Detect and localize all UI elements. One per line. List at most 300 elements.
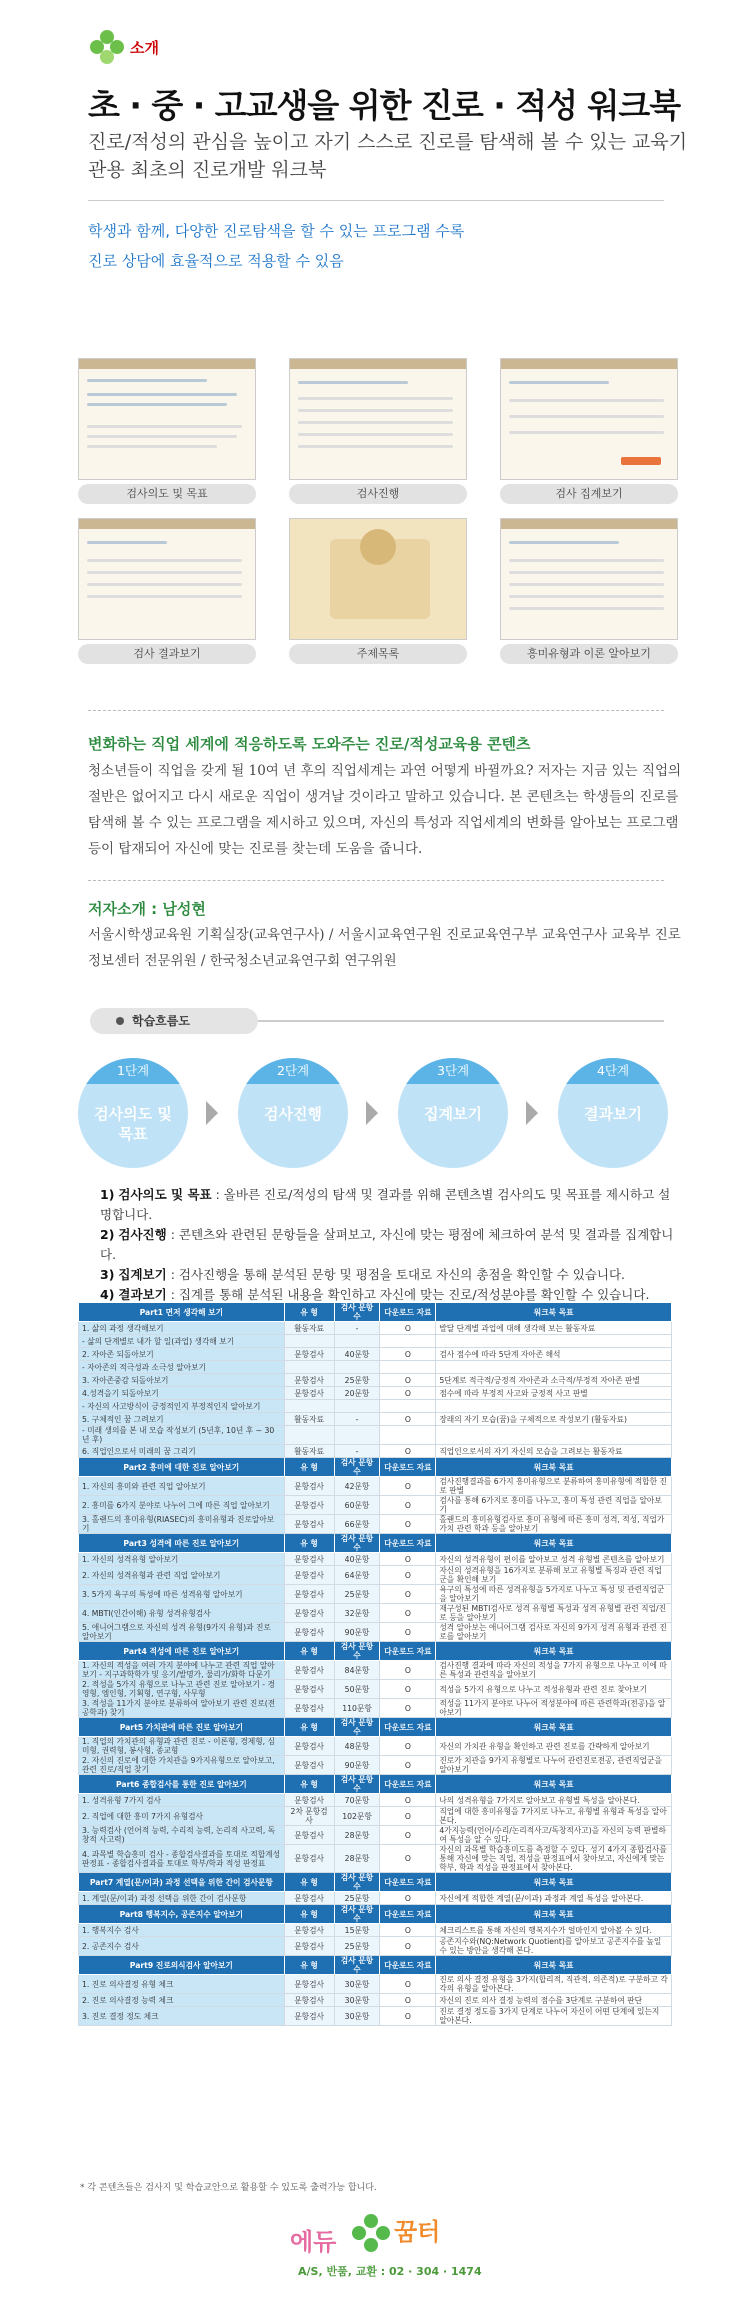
cell-dl: O xyxy=(380,1413,436,1426)
column-header: 검사 문항수 xyxy=(334,1718,380,1737)
column-header: 유 형 xyxy=(284,1775,334,1794)
cell-type: 문항검사 xyxy=(284,1680,334,1699)
cell-type: 문항검사 xyxy=(284,1553,334,1566)
cell-topic: - 삶의 단계별로 내가 할 일(과업) 생각해 보기 xyxy=(79,1335,285,1348)
cell-topic: 2. 흥미를 6가지 분야로 나누어 그에 따른 직업 알아보기 xyxy=(79,1496,285,1515)
cell-goal: 직업에 대한 흥미유형을 7가지로 나누고, 유형별 유형과 특성을 알아본다. xyxy=(436,1807,672,1826)
column-header: 검사 문항수 xyxy=(334,1458,380,1477)
part-header-row xyxy=(79,1642,672,1661)
cell-count: 32문항 xyxy=(334,1604,380,1623)
cell-type: 문항검사 xyxy=(284,2007,334,2026)
cell-count: 20문항 xyxy=(334,1387,380,1400)
cell-count: 40문항 xyxy=(334,1348,380,1361)
cell-dl xyxy=(380,1361,436,1374)
content-paragraph: 청소년들이 직업을 갖게 될 10여 년 후의 직업세계는 과연 어떻게 바뀔까요? 저자는 지금 있는 직업의 절반은 없어지고 다시 새로운 직업이 생겨날 것이라고 말하고 있습니다. 본 콘텐츠는 학생들의 진로를 탐색해 볼 수 있는 프로그램을 제시하고 있으며, 자신의 특성과 직업세계의 변화를 알아보는 프로그램 등이 탑재되어 자신에 맞는 진로를 찾는데 도움을 줍니다. xyxy=(88,763,682,857)
cell-dl xyxy=(380,1335,436,1348)
cell-count: 15문항 xyxy=(334,1924,380,1937)
screenshot-image xyxy=(289,518,467,640)
cell-count: 60문항 xyxy=(334,1496,380,1515)
cell-count: 48문항 xyxy=(334,1737,380,1756)
cell-dl: O xyxy=(380,1477,436,1496)
screenshot-card xyxy=(289,518,467,664)
table-row xyxy=(79,1374,672,1387)
cell-type: 문항검사 xyxy=(284,1937,334,1956)
clover-icon xyxy=(352,2214,390,2252)
cell-type: 문항검사 xyxy=(284,1994,334,2007)
column-header: 다운로드 자료 xyxy=(380,1534,436,1553)
cell-dl: O xyxy=(380,1322,436,1335)
flow-step xyxy=(558,1058,668,1168)
column-header: 다운로드 자료 xyxy=(380,1775,436,1794)
cell-type: 문항검사 xyxy=(284,1387,334,1400)
cell-type: 문항검사 xyxy=(284,1374,334,1387)
flow-step-name: 검사의도 및 목표 xyxy=(94,1105,172,1143)
cell-type xyxy=(284,1400,334,1413)
column-header: 유 형 xyxy=(284,1905,334,1924)
cell-topic: - 미래 생의를 본 내 모습 작성보기 (5년후, 10년 후 ~ 30년 후) xyxy=(79,1426,285,1445)
cell-type: 활동자료 xyxy=(284,1322,334,1335)
divider xyxy=(258,1020,664,1022)
part-title: Part6 종합검사를 통한 진로 알아보기 xyxy=(79,1775,285,1794)
cell-goal: 검사 점수에 따라 5단계 자아존 해석 xyxy=(436,1348,672,1361)
cell-goal: 재구성된 MBTI검사로 성격 유형별 특성과 성격 유형별 관련 직업/진로 등을 알아보기 xyxy=(436,1604,672,1623)
cell-topic: 1. 행복지수 검사 xyxy=(79,1924,285,1937)
cell-topic: 1. 직업의 가치관의 유형과 관련 진로 - 이론형, 경제형, 심미형, 권력형, 봉사형, 종교형 xyxy=(79,1737,285,1756)
part-header-row xyxy=(79,1905,672,1924)
author-bio: 서울시학생교육원 기획실장(교육연구사) / 서울시교육연구원 진로교육연구부 교육연구사 교육부 진로정보센터 전문위원 / 한국청소년교육연구회 연구위원 xyxy=(88,927,681,969)
content-heading: 변화하는 직업 세계에 적응하도록 도와주는 진로/적성교육용 콘텐츠 xyxy=(88,735,531,753)
cell-goal xyxy=(436,1400,672,1413)
cell-dl: O xyxy=(380,1699,436,1718)
column-header: 워크북 목표 xyxy=(436,1642,672,1661)
cell-goal: 적성을 11가지 분야로 나누어 적성분야에 따른 관련학과(전공)을 알아보기 xyxy=(436,1699,672,1718)
cell-topic: 4. 과목별 학습흥미 검사 - 종합검사결과를 토대로 적합계성 판정표 - 종합검사결과를 토대로 학부/학과 적성 판정표 xyxy=(79,1845,285,1873)
cell-goal: 자신에게 적합한 계열(문/이과) 과정과 계열 특성을 알아본다. xyxy=(436,1892,672,1905)
table-row xyxy=(79,1892,672,1905)
flow-step-stage: 2단계 xyxy=(238,1058,348,1084)
table-row xyxy=(79,1975,672,1994)
flow-step-name: 집계보기 xyxy=(424,1105,482,1123)
table-row xyxy=(79,1426,672,1445)
cell-count: 50문항 xyxy=(334,1680,380,1699)
screenshot-row-1 xyxy=(78,358,678,504)
screenshot-image xyxy=(78,518,256,640)
table-row xyxy=(79,1445,672,1458)
column-header: 검사 문항수 xyxy=(334,1956,380,1975)
cell-dl: O xyxy=(380,1445,436,1458)
part-header-row xyxy=(79,1775,672,1794)
cell-type: 문항검사 xyxy=(284,1737,334,1756)
page-subtitle: 진로/적성의 관심을 높이고 자기 스스로 진로를 탐색해 볼 수 있는 교육기관용 최초의 진로개발 워크북 xyxy=(88,131,688,181)
flow-steps xyxy=(78,1058,678,1170)
column-header: 워크북 목표 xyxy=(436,1458,672,1477)
column-header: 검사 문항수 xyxy=(334,1642,380,1661)
flow-label: 학습흐름도 xyxy=(90,1008,258,1034)
part-header-row xyxy=(79,1303,672,1322)
cell-topic: 1. 자신의 성격유형 알아보기 xyxy=(79,1553,285,1566)
column-header: 검사 문항수 xyxy=(334,1303,380,1322)
divider xyxy=(88,200,664,201)
arrow-right-icon xyxy=(366,1101,378,1125)
cell-count: 28문항 xyxy=(334,1826,380,1845)
cell-count: 40문항 xyxy=(334,1553,380,1566)
cell-topic: 3. 5가지 욕구의 특성에 따른 성격유형 알아보기 xyxy=(79,1585,285,1604)
cell-dl: O xyxy=(380,1794,436,1807)
cell-type xyxy=(284,1361,334,1374)
brand-logo xyxy=(290,2208,460,2258)
part-title: Part5 가치관에 따른 진로 알아보기 xyxy=(79,1718,285,1737)
screenshot-image xyxy=(78,358,256,480)
cell-topic: 2. 직업에 대한 흥미 7가지 유형검사 xyxy=(79,1807,285,1826)
cell-count: - xyxy=(334,1445,380,1458)
table-row xyxy=(79,1807,672,1826)
cell-goal: 검사진행 결과에 따라 자신의 적성을 7가지 유형으로 나누고 이에 따른 특성과 관련직을 알아보기 xyxy=(436,1661,672,1680)
flow-step-stage: 1단계 xyxy=(78,1058,188,1084)
cell-type: 2차 문항검사 xyxy=(284,1807,334,1826)
cell-count: 42문항 xyxy=(334,1477,380,1496)
cell-goal: 욕구의 특성에 따른 성격유형을 5가지로 나누고 특성 및 관련직업군을 알아보기 xyxy=(436,1585,672,1604)
cell-type xyxy=(284,1335,334,1348)
column-header: 다운로드 자료 xyxy=(380,1718,436,1737)
cell-type: 문항검사 xyxy=(284,1975,334,1994)
cell-dl: O xyxy=(380,1661,436,1680)
flow-description: 2) 검사진행 : 콘텐츠와 관련된 문항들을 살펴보고, 자신에 맞는 평점에 체크하여 분석 및 결과를 집계합니다. xyxy=(100,1227,674,1262)
screenshot-image xyxy=(500,518,678,640)
table-row xyxy=(79,1413,672,1426)
cell-dl: O xyxy=(380,1387,436,1400)
feature-1: 학생과 함께, 다양한 진로탐색을 할 수 있는 프로그램 수록 xyxy=(88,222,465,240)
table-row xyxy=(79,1845,672,1873)
cell-topic: 2. 자신의 진로에 대한 가치관을 9가지유형으로 알아보고, 관련 진로/직업 찾기 xyxy=(79,1756,285,1775)
screenshot-caption: 흥미유형과 이론 알아보기 xyxy=(500,644,678,664)
divider xyxy=(88,880,664,881)
column-header: 유 형 xyxy=(284,1718,334,1737)
cell-goal: 검사를 통해 6가지로 흥미를 나누고, 흥미 특성 관련 직업을 알아보기 xyxy=(436,1496,672,1515)
cell-count: 102문항 xyxy=(334,1807,380,1826)
cell-goal: 진로 의사 결정 유형을 3가지(합리적, 직관적, 의존적)로 구분하고 각각의 유형을 알아본다. xyxy=(436,1975,672,1994)
part-title: Part8 행복지수, 공존지수 알아보기 xyxy=(79,1905,285,1924)
cell-count: 25문항 xyxy=(334,1374,380,1387)
screenshot-card xyxy=(78,358,256,504)
part-header-row xyxy=(79,1458,672,1477)
author-heading: 저자소개 : 남성현 xyxy=(88,900,206,918)
cell-topic: 1. 진로 의사결정 유형 체크 xyxy=(79,1975,285,1994)
cell-count: - xyxy=(334,1322,380,1335)
table-row xyxy=(79,1680,672,1699)
cell-dl: O xyxy=(380,1892,436,1905)
cell-dl: O xyxy=(380,1623,436,1642)
flow-step-stage: 4단계 xyxy=(558,1058,668,1084)
cell-count: 64문항 xyxy=(334,1566,380,1585)
flow-step xyxy=(398,1058,508,1168)
cell-dl: O xyxy=(380,1937,436,1956)
cell-dl: O xyxy=(380,1994,436,2007)
cell-count xyxy=(334,1426,380,1445)
cell-goal: 적성을 5가지 유형으로 나누고 적성유형과 관련 진로 찾아보기 xyxy=(436,1680,672,1699)
table-row xyxy=(79,1826,672,1845)
cell-count: 30문항 xyxy=(334,2007,380,2026)
cell-count: 90문항 xyxy=(334,1623,380,1642)
column-header: 유 형 xyxy=(284,1458,334,1477)
divider xyxy=(88,710,664,711)
cell-goal xyxy=(436,1335,672,1348)
flow-descriptions xyxy=(100,1185,680,1305)
table-row xyxy=(79,1496,672,1515)
cell-dl: O xyxy=(380,2007,436,2026)
cell-type: 문항검사 xyxy=(284,1794,334,1807)
cell-dl: O xyxy=(380,1553,436,1566)
column-header: 검사 문항수 xyxy=(334,1775,380,1794)
logo-text-right: 꿈터 xyxy=(394,2218,441,2246)
cell-dl: O xyxy=(380,1566,436,1585)
part-header-row xyxy=(79,1534,672,1553)
flow-step-stage: 3단계 xyxy=(398,1058,508,1084)
cell-dl: O xyxy=(380,1515,436,1534)
cell-type: 문항검사 xyxy=(284,1924,334,1937)
screenshot-card xyxy=(289,358,467,504)
part-header-row xyxy=(79,1718,672,1737)
column-header: 다운로드 자료 xyxy=(380,1303,436,1322)
screenshot-caption: 검사진행 xyxy=(289,484,467,504)
screenshot-card xyxy=(500,518,678,664)
cell-dl: O xyxy=(380,1737,436,1756)
cell-dl xyxy=(380,1426,436,1445)
table-row xyxy=(79,1477,672,1496)
cell-type: 문항검사 xyxy=(284,1845,334,1873)
cell-topic: 2. 자신의 성격유형과 관련 직업 알아보기 xyxy=(79,1566,285,1585)
cell-goal: 진로 결정 정도를 3가지 단계로 나누어 자신이 어떤 단계에 있는지 알아본다. xyxy=(436,2007,672,2026)
cell-type: 활동자료 xyxy=(284,1445,334,1458)
feature-2: 진로 상담에 효율적으로 적용할 수 있음 xyxy=(88,252,344,270)
cell-count: 110문항 xyxy=(334,1699,380,1718)
cell-goal: 자신의 성격유형이 편이를 알아보고 성격 유형별 콘텐츠를 알아보기 xyxy=(436,1553,672,1566)
cell-count xyxy=(334,1335,380,1348)
cell-type: 문항검사 xyxy=(284,1515,334,1534)
table-row xyxy=(79,1604,672,1623)
section-label xyxy=(90,30,159,64)
cell-goal: 자신의 성격유형을 16가지로 분류해 보고 유형별 특징과 관련 직업군을 확인해 보기 xyxy=(436,1566,672,1585)
cell-type: 문항검사 xyxy=(284,1756,334,1775)
cell-count: 66문항 xyxy=(334,1515,380,1534)
cell-goal: 체크리스트를 통해 자신의 행복지수가 얼마인지 알아볼 수 있다. xyxy=(436,1924,672,1937)
cell-count: 84문항 xyxy=(334,1661,380,1680)
cell-topic: 1. 삶의 과정 생각해보기 xyxy=(79,1322,285,1335)
logo-text-left: 에듀 xyxy=(290,2228,337,2256)
cell-topic: 2. 공존지수 검사 xyxy=(79,1937,285,1956)
column-header: 유 형 xyxy=(284,1642,334,1661)
column-header: 워크북 목표 xyxy=(436,1775,672,1794)
screenshot-card xyxy=(78,518,256,664)
table-row xyxy=(79,1737,672,1756)
flow-step-name: 검사진행 xyxy=(264,1105,322,1123)
table-row xyxy=(79,1361,672,1374)
screenshot-caption: 주제목록 xyxy=(289,644,467,664)
cell-type: 문항검사 xyxy=(284,1496,334,1515)
cell-type: 문항검사 xyxy=(284,1585,334,1604)
cell-count xyxy=(334,1361,380,1374)
cell-dl: O xyxy=(380,1604,436,1623)
table-row xyxy=(79,2007,672,2026)
cell-count: 70문항 xyxy=(334,1794,380,1807)
part-title: Part7 계열(문/이과) 과정 선택을 위한 간이 검사문항 xyxy=(79,1873,285,1892)
column-header: 검사 문항수 xyxy=(334,1873,380,1892)
cell-type: 문항검사 xyxy=(284,1699,334,1718)
part-title: Part3 성격에 따른 진로 알아보기 xyxy=(79,1534,285,1553)
cell-topic: - 자신의 사고방식이 긍정적인지 부정적인지 알아보기 xyxy=(79,1400,285,1413)
column-header: 유 형 xyxy=(284,1956,334,1975)
table-row xyxy=(79,1794,672,1807)
cell-type: 문항검사 xyxy=(284,1892,334,1905)
table-row xyxy=(79,1937,672,1956)
column-header: 워크북 목표 xyxy=(436,1303,672,1322)
column-header: 워크북 목표 xyxy=(436,1905,672,1924)
flow-description: 4) 결과보기 : 집계를 통해 분석된 내용을 확인하고 자신에 맞는 진로/적성분야를 확인할 수 있습니다. xyxy=(100,1287,650,1302)
column-header: 워크북 목표 xyxy=(436,1534,672,1553)
cell-goal: 진로가 치관을 9가지 유형별로 나누어 관련진로전공, 관련직업군을 알아보기 xyxy=(436,1756,672,1775)
cell-topic: 3. 홀랜드의 흥미유형(RIASEC)의 흥미유형과 진로알아보기 xyxy=(79,1515,285,1534)
cell-goal xyxy=(436,1426,672,1445)
cell-topic: 3. 능력검사 (언어적 능력, 수리적 능력, 논리적 사고력, 독창적 사고력) xyxy=(79,1826,285,1845)
flow-step xyxy=(238,1058,348,1168)
cell-count: 25문항 xyxy=(334,1892,380,1905)
cell-topic: 4. MBTI(인간이해) 유형 성격유형검사 xyxy=(79,1604,285,1623)
table-row xyxy=(79,1756,672,1775)
as-contact: A/S, 반품, 교환 : 02 · 304 · 1474 xyxy=(298,2265,482,2278)
cell-dl: O xyxy=(380,1585,436,1604)
cell-dl: O xyxy=(380,1756,436,1775)
cell-dl: O xyxy=(380,1845,436,1873)
cell-count: 25문항 xyxy=(334,1585,380,1604)
column-header: 워크북 목표 xyxy=(436,1956,672,1975)
flow-description: 1) 검사의도 및 목표 : 올바른 진로/적성의 탐색 및 결과를 위해 콘텐츠별 검사의도 및 목표를 제시하고 설명합니다. xyxy=(100,1187,671,1222)
cell-type: 활동자료 xyxy=(284,1413,334,1426)
cell-count: 30문항 xyxy=(334,1975,380,1994)
column-header: 유 형 xyxy=(284,1534,334,1553)
flow-step xyxy=(78,1058,188,1168)
cell-dl: O xyxy=(380,1924,436,1937)
part-title: Part1 면저 생각해 보기 xyxy=(79,1303,285,1322)
cell-goal: 4가지능력(언어/수리/논리적사고/독창적사고)을 자신의 능력 판별하여 특성을 알 수 있다. xyxy=(436,1826,672,1845)
part-header-row xyxy=(79,1873,672,1892)
cell-dl: O xyxy=(380,1826,436,1845)
part-title: Part4 적성에 따른 진로 알아보기 xyxy=(79,1642,285,1661)
cell-goal: 장래의 자기 모습(꿈)을 구체적으로 작성보기 (활동자료) xyxy=(436,1413,672,1426)
cell-goal: 발달 단계별 과업에 대해 생각해 보는 활동자료 xyxy=(436,1322,672,1335)
cell-type xyxy=(284,1426,334,1445)
cell-goal: 자신의 진로 의사 결정 능력의 점수를 3단계로 구분하여 판단 xyxy=(436,1994,672,2007)
table-row xyxy=(79,1387,672,1400)
cell-dl: O xyxy=(380,1374,436,1387)
column-header: 검사 문항수 xyxy=(334,1534,380,1553)
column-header: 다운로드 자료 xyxy=(380,1642,436,1661)
cell-type: 문항검사 xyxy=(284,1623,334,1642)
cell-topic: 3. 진로 결정 정도 체크 xyxy=(79,2007,285,2026)
cell-goal: 홀랜드의 흥미유형검사로 흥미 유형에 따른 흥미 성격, 적성, 직업가 가치 관련 학과 등을 알아보기 xyxy=(436,1515,672,1534)
cell-type: 문항검사 xyxy=(284,1566,334,1585)
cell-topic: 5. 애니어그램으로 자신의 성격 유형(9가지 유형)과 진로 알아보기 xyxy=(79,1623,285,1642)
cell-topic: 4.성격을기 되돌아보기 xyxy=(79,1387,285,1400)
cell-topic: 1. 성격유형 7가지 검사 xyxy=(79,1794,285,1807)
cell-count: 90문항 xyxy=(334,1756,380,1775)
cell-topic: 5. 구체적인 꿈 그려보기 xyxy=(79,1413,285,1426)
clover-icon xyxy=(90,30,124,64)
arrow-right-icon xyxy=(526,1101,538,1125)
screenshot-caption: 검사 집계보기 xyxy=(500,484,678,504)
cell-topic: 2. 적성을 5가지 유형으로 나누고 관련 진로 알아보기 - 경영형, 엠인형, 기획형, 연구형, 사무형 xyxy=(79,1680,285,1699)
cell-type: 문항검사 xyxy=(284,1348,334,1361)
cell-goal: 직업인으로서의 자기 자신의 모습을 그려보는 활동자료 xyxy=(436,1445,672,1458)
table-row xyxy=(79,1585,672,1604)
screenshot-row-2 xyxy=(78,518,678,664)
cell-type: 문항검사 xyxy=(284,1826,334,1845)
table-row xyxy=(79,1566,672,1585)
cell-topic: 1. 자신의 적성을 여러 가지 분야에 나누고 관련 직업 알아보기 - 지구과학학가 및 응기/발명가, 물리가/화학 다문기 xyxy=(79,1661,285,1680)
cell-count: 30문항 xyxy=(334,1994,380,2007)
footnote: * 각 콘텐츠들은 검사지 및 학습교안으로 활용할 수 있도록 출력가능 합니다. xyxy=(80,2183,377,2193)
cell-count: 25문항 xyxy=(334,1937,380,1956)
cell-goal: 성격 알아보는 애니어그램 검사로 자신의 9가지 성격 유형과 관련 진로를 알아보기 xyxy=(436,1623,672,1642)
column-header: 검사 문항수 xyxy=(334,1905,380,1924)
cell-topic: 2. 자아존 되돌아보기 xyxy=(79,1348,285,1361)
table-row xyxy=(79,1553,672,1566)
cell-goal: 공존지수와(NQ:Network Quotient)를 알아보고 공존지수를 높일 수 있는 방안을 생각해 본다. xyxy=(436,1937,672,1956)
cell-count: 28문항 xyxy=(334,1845,380,1873)
cell-dl xyxy=(380,1400,436,1413)
column-header: 다운로드 자료 xyxy=(380,1458,436,1477)
cell-topic: 1. 계열(문/이과) 과정 선택을 위한 간이 검사문항 xyxy=(79,1892,285,1905)
column-header: 다운로드 자료 xyxy=(380,1905,436,1924)
part-header-row xyxy=(79,1956,672,1975)
column-header: 유 형 xyxy=(284,1303,334,1322)
cell-topic: 2. 진로 의사결정 능력 체크 xyxy=(79,1994,285,2007)
table-row xyxy=(79,1699,672,1718)
flow-description: 3) 집계보기 : 검사진행을 통해 분석된 문항 및 평점을 토대로 자신의 총점을 확인할 수 있습니다. xyxy=(100,1267,626,1282)
cell-count: - xyxy=(334,1413,380,1426)
table-row xyxy=(79,1335,672,1348)
cell-topic: - 자아존의 적극성과 소극성 알아보기 xyxy=(79,1361,285,1374)
flow-step-name: 결과보기 xyxy=(584,1105,642,1123)
column-header: 워크북 목표 xyxy=(436,1718,672,1737)
column-header: 유 형 xyxy=(284,1873,334,1892)
table-row xyxy=(79,1348,672,1361)
cell-goal: 검사진행결과를 6가지 흥미유형으로 분류하여 흥미유형에 적합한 진로 판별 xyxy=(436,1477,672,1496)
screenshot-card xyxy=(500,358,678,504)
cell-topic: 6. 직업인으로서 미래의 꿈 그리기 xyxy=(79,1445,285,1458)
cell-goal xyxy=(436,1361,672,1374)
cell-type: 문항검사 xyxy=(284,1661,334,1680)
column-header: 다운로드 자료 xyxy=(380,1956,436,1975)
section-label-text: 소개 xyxy=(130,38,159,57)
cell-dl: O xyxy=(380,1807,436,1826)
screenshot-caption: 검사의도 및 목표 xyxy=(78,484,256,504)
cell-goal: 자신의 과목별 학습흥미도를 측정할 수 있다. 성기 4가지 종합검사를 통해 자신에 맞는 직업, 적성을 판정표에서 찾아보고, 자신에게 맞는 학부, 학과 적성을 판정표에서 찾아본다. xyxy=(436,1845,672,1873)
curriculum-table xyxy=(78,1302,672,2026)
table-row xyxy=(79,1661,672,1680)
column-header: 워크북 목표 xyxy=(436,1873,672,1892)
page-title: 초 · 중 · 고교생을 위한 진로 · 적성 워크북 xyxy=(88,86,681,125)
cell-dl: O xyxy=(380,1348,436,1361)
table-row xyxy=(79,1400,672,1413)
cell-type: 문항검사 xyxy=(284,1604,334,1623)
cell-goal: 나의 성격유형을 7가지로 알아보고 유형별 특성을 알아본다. xyxy=(436,1794,672,1807)
cell-goal: 자신의 가치관 유형을 확인하고 관련 진로를 간략하게 알아보기 xyxy=(436,1737,672,1756)
screenshot-image xyxy=(289,358,467,480)
table-row xyxy=(79,1924,672,1937)
cell-topic: 3. 자아존중감 되돌아보기 xyxy=(79,1374,285,1387)
cell-dl: O xyxy=(380,1975,436,1994)
cell-topic: 1. 자신의 흥미와 관련 직업 알아보기 xyxy=(79,1477,285,1496)
cell-dl: O xyxy=(380,1496,436,1515)
